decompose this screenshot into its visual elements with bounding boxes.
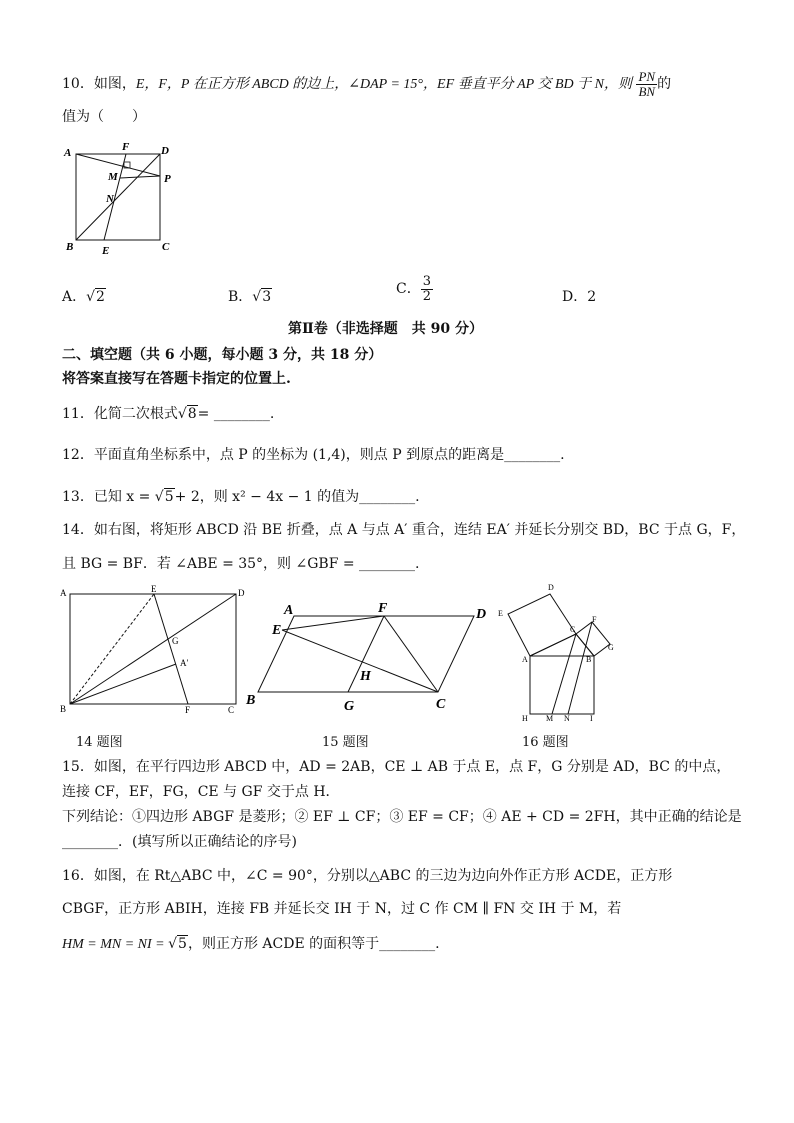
q10-option-c: C． $\frac{3}{2}$ [396, 274, 431, 304]
fig10-label-D: D [161, 145, 169, 157]
fig16-label-C: C [570, 625, 576, 634]
fig15-label-H: H [360, 669, 371, 684]
fig14-label-A: A [60, 588, 67, 598]
fig10-label-A: A [64, 147, 72, 159]
q14-line2: 且 BG = BF．若 ∠ABE = 35°，则 ∠GBF = ________. [62, 556, 420, 572]
q11: 11．化简二次根式√8= ________. [62, 406, 275, 422]
fig16-caption: 16 题图 [522, 735, 569, 750]
fig15-label-C: C [436, 697, 446, 712]
q10-option-d: D．2 [562, 289, 597, 305]
fig16-label-I: I [590, 714, 593, 723]
figure-14 [58, 582, 248, 718]
fig16-label-B: B [586, 655, 592, 664]
fig10-label-F: F [122, 141, 130, 153]
fig14-label-F: F [185, 705, 191, 715]
q10-line1: 10．如图，E，F，P 在正方形 ABCD 的边上，∠DAP = 15°，EF 垂直平分 AP 交 BD 于 N，则 $\frac{PN}{BN}$ 的 [62, 69, 672, 99]
q15-line1: 15．如图，在平行四边形 ABCD 中，AD = 2AB，CE ⊥ AB 于点 E，点 F，G 分别是 AD，BC 的中点， [62, 759, 731, 775]
fig14-label-B: B [60, 704, 67, 714]
fig16-label-F: F [592, 615, 597, 624]
fig16-label-H: H [522, 714, 528, 723]
fig10-label-N: N [106, 193, 114, 205]
fig16-label-G: G [608, 643, 614, 652]
q16-line1: 16．如图，在 Rt△ABC 中，∠C = 90°，分别以△ABC 的三边为边向外作正方形 ACDE，正方形 [62, 868, 673, 884]
fig10-label-B: B [66, 241, 74, 253]
q16-line3: HM = MN = NI = √5，则正方形 ACDE 的面积等于________. [62, 936, 440, 952]
fig14-label-E: E [151, 584, 157, 594]
fig15-label-E: E [272, 623, 282, 638]
fig16-label-M: M [546, 714, 554, 723]
section2-title: 第Ⅱ卷（非选择题 共 90 分） [288, 321, 484, 337]
q14-line1: 14．如右图，将矩形 ABCD 沿 BE 折叠，点 A 与点 A′ 重合，连结 EA′ 并延长分别交 BD，BC 于点 G，F， [62, 522, 746, 538]
fig15-label-A: A [284, 603, 294, 618]
q15-line4: ________．(填写所以正确结论的序号) [62, 834, 297, 850]
fig16-label-A: A [522, 655, 528, 664]
fig16-label-D: D [548, 583, 554, 592]
fig10-label-E: E [102, 245, 110, 257]
fig15-label-B: B [246, 693, 256, 708]
q15-line2: 连接 CF，EF，FG，CE 与 GF 交于点 H． [62, 784, 340, 800]
q16-line2: CBGF，正方形 ABIH，连接 FB 并延长交 IH 于 N，过 C 作 CM ∥ FN 交 IH 于 M，若 [62, 901, 622, 917]
q10-option-a: A．√2 [62, 289, 105, 305]
q15-line3: 下列结论：①四边形 ABGF 是菱形；② EF ⊥ CF；③ EF = CF；④ AE + CD = 2FH，其中正确的结论是 [62, 809, 742, 825]
fig15-label-F: F [378, 601, 388, 616]
q10-option-b: B．√3 [228, 289, 272, 305]
fig14-label-A-prime: A′ [180, 658, 189, 668]
q12: 12．平面直角坐标系中，点 P 的坐标为 (1,4)，则点 P 到原点的距离是________. [62, 447, 565, 463]
fig10-label-M: M [108, 171, 118, 183]
fig14-label-G: G [172, 636, 179, 646]
fig16-label-E: E [498, 609, 503, 618]
fig10-label-C: C [162, 241, 170, 253]
figure-16 [494, 578, 624, 724]
fig10-label-P: P [164, 173, 171, 185]
section2-heading: 二、填空题（共 6 小题，每小题 3 分，共 18 分） [62, 347, 383, 363]
q10-figure [60, 140, 180, 260]
fig15-label-D: D [476, 607, 487, 622]
section2-instruction: 将答案直接写在答题卡指定的位置上. [62, 371, 291, 387]
q10-fraction: $\frac{PN}{BN}$ [638, 69, 656, 99]
fig15-caption: 15 题图 [322, 735, 369, 750]
fig14-label-D: D [238, 588, 245, 598]
fig16-label-N: N [564, 714, 570, 723]
q13: 13．已知 x = √5+ 2，则 x² − 4x − 1 的值为________. [62, 489, 420, 505]
fig15-label-G: G [344, 699, 355, 714]
fig14-caption: 14 题图 [76, 735, 123, 750]
q10-line2: 值为（ ） [62, 109, 146, 125]
figure-15 [240, 596, 500, 718]
fig14-label-C: C [228, 705, 235, 715]
